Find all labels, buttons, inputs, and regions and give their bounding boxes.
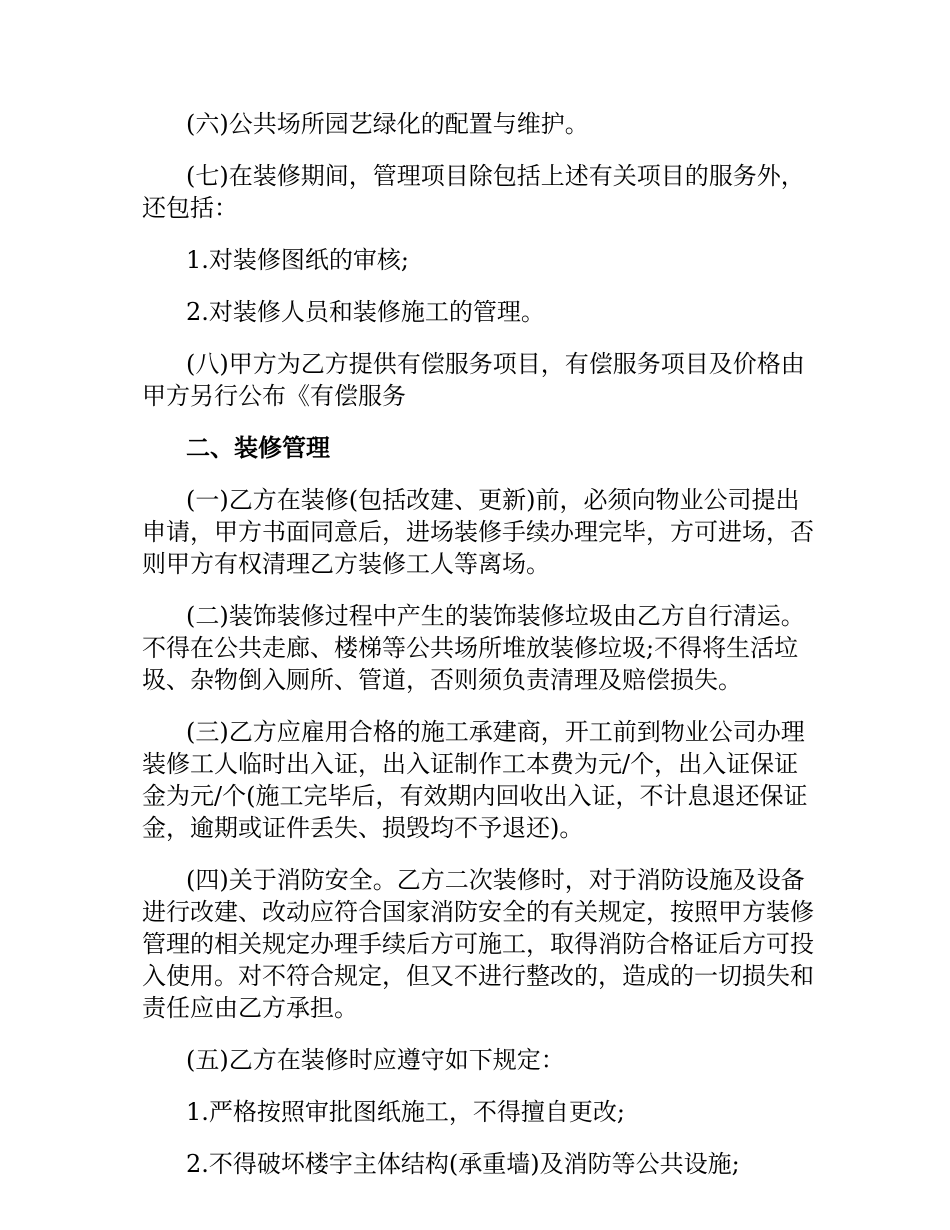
list-item-no-structural-damage: 2.不得破坏楼宇主体结构(承重墙)及消防等公共设施;: [186, 1150, 740, 1178]
paragraph-1-application: (一)乙方在装修(包括改建、更新)前，必须向物业公司提出申请，甲方书面同意后，进场装修手续办理完毕，方可进场，否则甲方有权清理乙方装修工人等离场。: [142, 486, 814, 578]
paragraph-8-paid-services: (八)甲方为乙方提供有偿服务项目，有偿服务项目及价格由甲方另行公布《有偿服务: [142, 350, 805, 410]
paragraph-4-fire-safety: (四)关于消防安全。乙方二次装修时，对于消防设施及设备进行改建、改动应符合国家消防安全的有关规定，按照甲方装修管理的相关规定办理手续后方可施工，取得消防合格证后方可投入使用。对不符合规定，但又不进行整改的，造成的一切损失和责任应由乙方承担。: [142, 866, 814, 1022]
list-item-follow-drawings: 1.严格按照审批图纸施工，不得擅自更改;: [186, 1098, 625, 1126]
list-item-drawing-review: 1.对装修图纸的审核;: [186, 246, 409, 274]
paragraph-3-contractor-pass: (三)乙方应雇用合格的施工承建商，开工前到物业公司办理装修工人临时出入证，出入证制作工本费为元/个，出入证保证金为元/个(施工完毕后，有效期内回收出入证，不计息退还保证金，逾期或证件丢失、损毁均不予退还)。: [142, 718, 808, 842]
paragraph-6-landscaping: (六)公共场所园艺绿化的配置与维护。: [186, 110, 589, 138]
paragraph-7-renovation-period: (七)在装修期间，管理项目除包括上述有关项目的服务外，还包括：: [142, 162, 805, 222]
paragraph-5-rules: (五)乙方在装修时应遵守如下规定：: [186, 1046, 565, 1074]
paragraph-2-waste-removal: (二)装饰装修过程中产生的装饰装修垃圾由乙方自行清运。不得在公共走廊、楼梯等公共场所堆放装修垃圾;不得将生活垃圾、杂物倒入厕所、管道，否则须负责清理及赔偿损失。: [142, 602, 805, 694]
document-body: [142, 108, 814, 1200]
list-item-personnel-management: 2.对装修人员和装修施工的管理。: [186, 298, 545, 326]
section-heading-renovation-management: 二、装修管理: [186, 434, 330, 462]
